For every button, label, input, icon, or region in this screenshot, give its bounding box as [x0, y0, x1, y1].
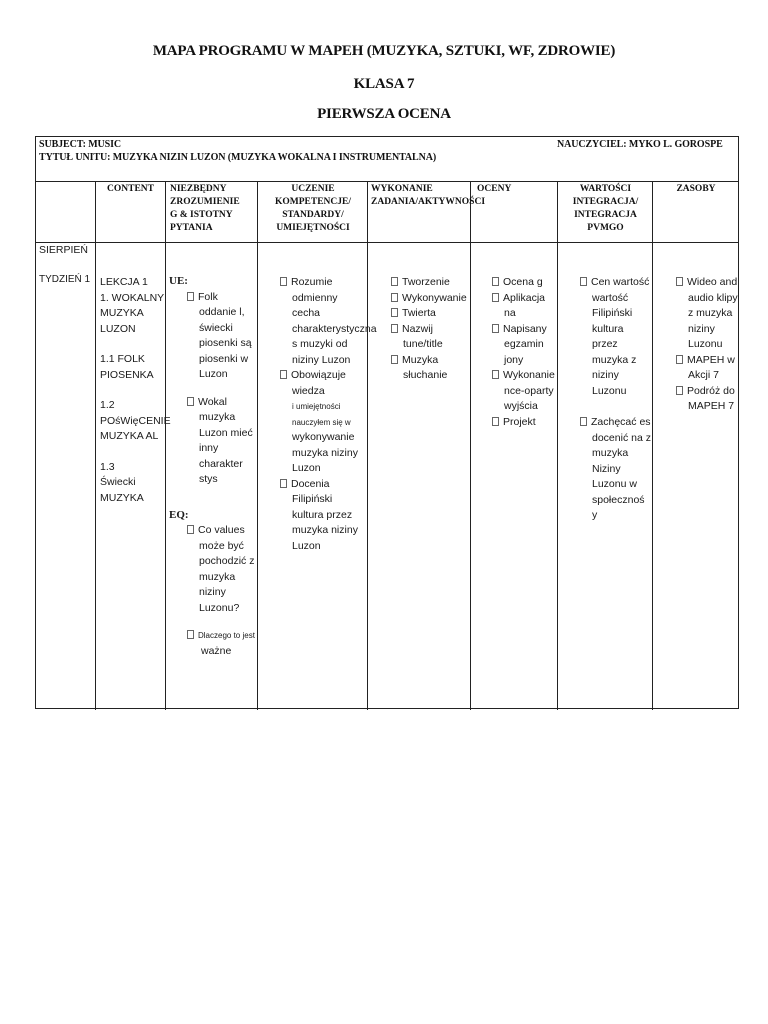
grade-title: KLASA 7 [353, 76, 415, 92]
bullet-icon [676, 355, 683, 364]
column-divider [257, 181, 258, 710]
ue-label: UE: [169, 275, 188, 287]
eq-item: Co values może być pochodzić z muzyka niziny Luzonu? [187, 523, 257, 616]
column-header-divider [36, 242, 738, 243]
col-header-values: WARTOŚCI INTEGRACJA/ INTEGRACJA PVMGO [572, 184, 639, 233]
month-cell [39, 243, 94, 287]
content-line: 1. WOKALNY [100, 291, 165, 304]
content-line: Świecki [100, 476, 136, 488]
content-line: POśWięCENIE [100, 414, 171, 427]
bullet-icon [492, 370, 499, 379]
content-line: 1.1 FOLK [100, 353, 145, 365]
bullet-icon [492, 417, 499, 426]
assessment-item: Projekt [492, 415, 556, 431]
col-header-competencies: UCZENIE KOMPETENCJE/ STANDARDY/ UMIEJĘTNOŚCI [274, 184, 351, 233]
bullet-icon [492, 324, 499, 333]
bullet-icon [280, 277, 287, 286]
column-divider [470, 181, 471, 710]
curriculum-table [35, 136, 739, 709]
content-line: MUZYKA AL [100, 430, 159, 442]
content-line: PIOSENKA [100, 368, 154, 381]
bullet-icon [187, 292, 194, 301]
values-item: Zachęcać es docenić na z muzyka Niziny Luzonu w społecznoś y [580, 415, 652, 524]
col-header-tasks: WYKONANIE ZADANIA/AKTYWNOŚCI [371, 184, 486, 207]
content-line [100, 445, 166, 460]
values-item: Cen wartość wartość Filipiński kultura przez muzyka z niziny Luzonu [580, 275, 652, 399]
bullet-icon [280, 370, 287, 379]
column-divider [95, 181, 96, 710]
document-title: MAPA PROGRAMU W MAPEH (MUZYKA, SZTUKI, WF, ZDROWIE) [152, 43, 616, 59]
resource-item: Podróż do MAPEH 7 [676, 384, 738, 415]
competencies-cell [280, 275, 377, 554]
col-header-resources: ZASOBY [676, 184, 716, 194]
quarter-title: PIERWSZA OCENA [317, 106, 451, 122]
resource-item: MAPEH w Akcji 7 [676, 353, 738, 384]
content-line: LEKCJA 1 [100, 276, 148, 288]
subject-label: SUBJECT: MUSIC [39, 139, 122, 150]
competency-item: Docenia Filipiński kultura przez muzyka niziny Luzon [280, 477, 366, 555]
competency-continuation: wykonywanie muzyka niziny Luzon [292, 431, 358, 474]
bullet-icon [187, 397, 194, 406]
understanding-cell [169, 274, 257, 659]
bullet-icon [580, 277, 587, 286]
assessment-item: Ocena g [492, 275, 556, 291]
task-item: Twierta [391, 306, 471, 322]
eq-label: EQ: [169, 508, 189, 521]
task-item: Nazwij tune/title [391, 322, 471, 353]
bullet-icon [391, 355, 398, 364]
competency-small-line: i umiejętności [292, 402, 341, 411]
competency-item: Rozumie odmienny cecha charakterystyczna s muzyki od niziny Luzon [280, 275, 366, 368]
resources-cell [676, 275, 738, 415]
column-divider [367, 181, 368, 710]
resource-item: Wideo and audio klipy z muzyka niziny Luzonu [676, 275, 738, 353]
content-line: MUZYKA [100, 307, 144, 319]
bullet-icon [492, 293, 499, 302]
bullet-icon [391, 324, 398, 333]
assessment-item: Napisany egzamin jony [492, 322, 556, 369]
week-label: TYDZIEŃ 1 [39, 273, 91, 285]
content-line [100, 337, 166, 352]
bullet-icon [580, 417, 587, 426]
bullet-icon [187, 630, 194, 639]
column-divider [557, 181, 558, 710]
column-divider [652, 181, 653, 710]
content-line [100, 383, 166, 398]
tasks-cell [391, 275, 471, 384]
bullet-icon [391, 293, 398, 302]
eq-item-end: ważne [201, 644, 232, 657]
unit-title: TYTUŁ UNITU: MUZYKA NIZIN LUZON (MUZYKA WOKALNA I INSTRUMENTALNA) [39, 152, 437, 163]
col-header-content: CONTENT [107, 184, 154, 194]
bullet-icon [280, 479, 287, 488]
competency-small-line: nauczyłem się w [292, 417, 351, 427]
header-divider [36, 181, 738, 182]
month-label: SIERPIEŃ [39, 244, 89, 256]
assessment-cell [492, 275, 556, 430]
content-line: 1.3 [100, 460, 115, 473]
bullet-icon [391, 308, 398, 317]
assessment-item: Wykonanie nce-oparty wyjścia [492, 368, 556, 415]
content-line: MUZYKA [100, 491, 144, 504]
col-header-assessment: OCENY [477, 184, 512, 194]
competency-item: Obowiązuje wiedza [280, 368, 366, 399]
ue-item: Wokal muzyka Luzon mieć inny charakter stys [187, 395, 257, 488]
assessment-item: Aplikacja na [492, 291, 556, 322]
bullet-icon [676, 386, 683, 395]
eq-item: Dlaczego to jest [187, 628, 257, 644]
task-item: Wykonywanie [391, 291, 471, 307]
task-item: Muzyka słuchanie [391, 353, 471, 384]
content-cell [100, 275, 171, 506]
teacher-label: NAUCZYCIEL: MYKO L. GOROSPE [557, 139, 723, 150]
col-header-understanding: NIEZBĘDNY ZROZUMIENIE G & ISTOTNY PYTANIA [170, 184, 240, 233]
content-line: 1.2 [100, 399, 115, 411]
bullet-icon [391, 277, 398, 286]
bullet-icon [492, 277, 499, 286]
bullet-icon [676, 277, 683, 286]
task-item: Tworzenie [391, 275, 471, 291]
content-line: LUZON [100, 322, 136, 335]
ue-item: Folk oddanie l, świecki piosenki są piosenki w Luzon [187, 290, 257, 383]
bullet-icon [187, 525, 194, 534]
values-cell [580, 275, 652, 524]
